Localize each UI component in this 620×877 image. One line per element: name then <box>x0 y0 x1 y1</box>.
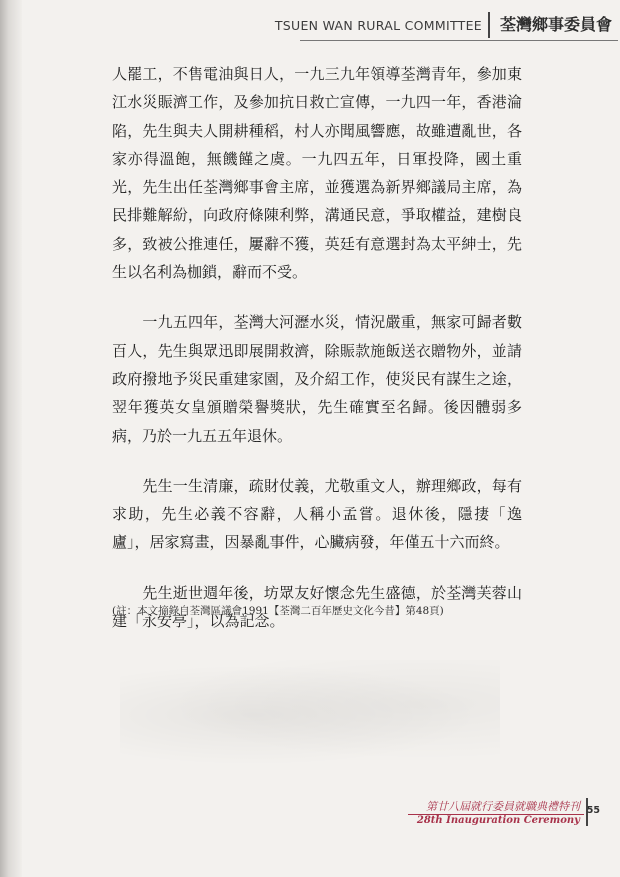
header-rule <box>300 40 618 41</box>
running-header <box>274 10 618 38</box>
source-note: (註：本文摘錄自荃灣區議會1991【荃灣二百年歷史文化今昔】第48頁) <box>112 605 444 617</box>
paragraph-1: 人罷工，不售電油與日人，一九三九年領導荃灣青年，參加東江水災賑濟工作，及參加抗日救亡宣傳，一九四一年，香港淪陷，先生與夫人開耕種稻，村人亦聞風響應，故雖遭亂世，各家亦得溫飽，無饑饉之虞。一九四五年，日軍投降，國土重光，先生出任荃灣鄉事會主席，並獲選為新界鄉議局主席，為民排難解紛，向政府條陳利弊，溝通民意，爭取權益，建樹良多，致被公推連任，屢辭不獲，英廷有意選封為太平紳士，先生以名利為枷鎖，辭而不受。 <box>112 65 522 282</box>
page-number: 55 <box>586 805 600 816</box>
paragraph-3: 先生一生清廉，疏財仗義，尤敬重文人，辦理鄉政，每有求助，先生必義不容辭，人稱小孟嘗。退休後，隱捿「逸廬」，居家寫畫，因暴亂事件，心臟病發，年僅五十六而終。 <box>112 476 522 552</box>
book-spine-shadow <box>0 0 22 877</box>
paragraph-2: 一九五四年，荃灣大河瀝水災，情況嚴重，無家可歸者數百人，先生與眾迅即展開救濟，除賑款施飯送衣贈物外，並請政府撥地予災民重建家園，及介紹工作，使災民有謀生之途，翌年獲英女皇頒贈榮譽獎狀，先生確實至名歸。後因體弱多病，乃於一九五五年退休。 <box>112 313 522 445</box>
header-title-english: TSUEN WAN RURAL COMMITTEE <box>274 18 482 33</box>
footer-title-chinese: 第廿八屆就行委員就職典禮特刊 <box>426 800 580 813</box>
running-footer <box>400 798 600 828</box>
paragraph-4: 先生逝世週年後，坊眾友好懷念先生盛德，於荃灣芙蓉山建「永安亭」，以為記念。 <box>112 583 522 631</box>
show-through-shadow <box>120 660 500 770</box>
footer-title-english: 28th Inauguration Ceremony <box>416 815 580 826</box>
header-divider <box>488 12 490 38</box>
article-body <box>112 60 522 635</box>
header-title-chinese: 荃灣鄉事委員會 <box>499 15 612 34</box>
